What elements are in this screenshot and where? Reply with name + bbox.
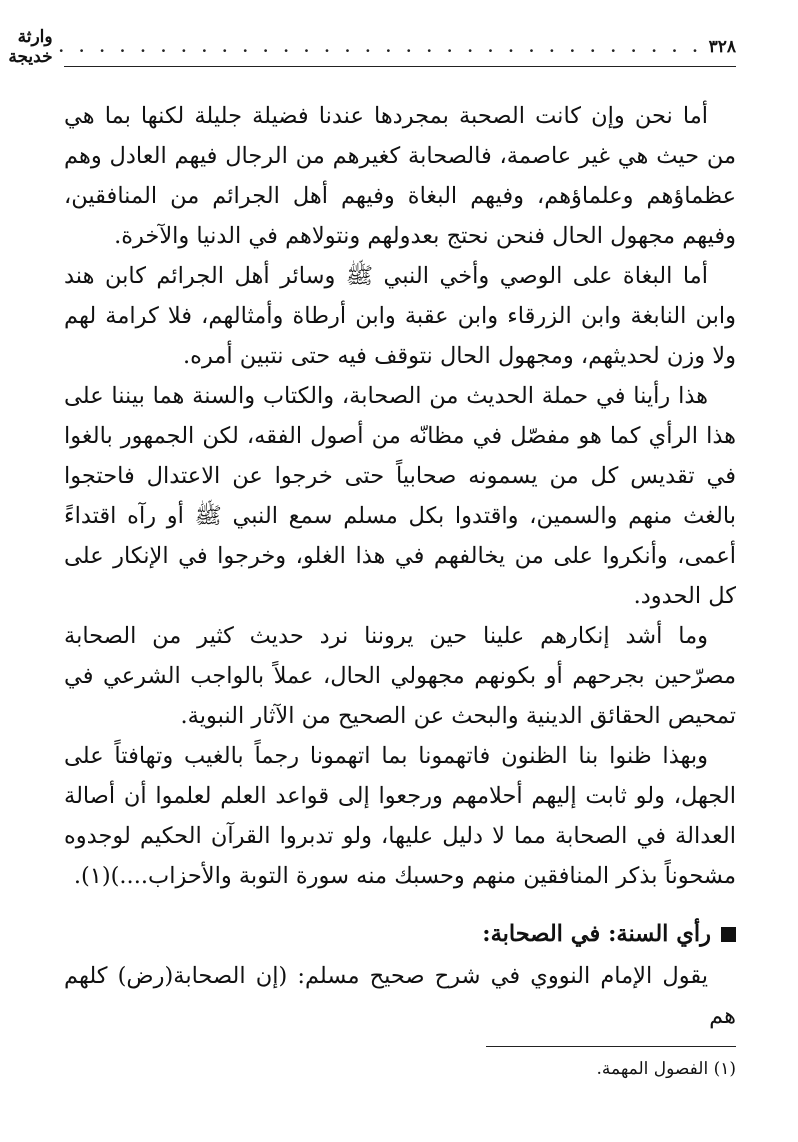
square-bullet-icon xyxy=(721,927,736,942)
section-heading-text: رأي السنة: في الصحابة: xyxy=(482,921,711,947)
paragraph: وما أشد إنكارهم علينا حين يروننا نرد حديث كثير من الصحابة مصرّحين بجرحهم أو بكونهم مجهولي الحال، عملاً بالواجب الشرعي في تمحيص الحقائق الدينية والبحث عن الصحيح من الآثار النبوية. xyxy=(64,623,736,729)
page-number: ٣٢٨ xyxy=(708,37,736,57)
header-leader-dots: . . . . . . . . . . . . . . . . . . . . . . . . . . . . . . . . xyxy=(58,38,703,56)
footnote-divider xyxy=(486,1046,736,1047)
paragraph: يقول الإمام النووي في شرح صحيح مسلم: (إن الصحابة(رض) كلهم هم xyxy=(64,963,736,1029)
paragraph: أما البغاة على الوصي وأخي النبي ﷺ وسائر أهل الجرائم كابن هند وابن النابغة وابن الزرقاء وابن عقبة وابن أرطاة وأمثالهم، فلا كرامة لهم ولا وزن لحديثهم، ومجهول الحال نتوقف فيه حتى نتبين أمره. xyxy=(64,263,736,369)
paragraph: أما نحن وإن كانت الصحبة بمجردها عندنا فضيلة جليلة لكنها بما هي من حيث هي غير عاصمة، فالصحابة كغيرهم من الرجال فيهم العادل وهم عظماؤهم وعلماؤهم، وفيهم البغاة وفيهم أهل الجرائم من المنافقين، وفيهم مجهول الحال فنحن نحتج بعدولهم ونتولاهم في الدنيا والآخرة. xyxy=(64,103,736,249)
book-title: وارثة خديجة xyxy=(8,27,53,67)
running-header xyxy=(8,27,736,67)
body-text xyxy=(64,96,736,1036)
paragraph: وبهذا ظنوا بنا الظنون فاتهمونا بما اتهمونا رجماً بالغيب وتهافتاً على الجهل، ولو ثابت إليهم أحلامهم ورجعوا إلى قواعد العلم لعلموا أن أصالة العدالة في الصحابة مما لا دليل عليها، ولو تدبروا القرآن الحكيم لوجدوه مشحوناً بذكر المنافقين منهم وحسبك منه سورة التوبة والأحزاب....)(١). xyxy=(64,743,736,889)
paragraph: هذا رأينا في حملة الحديث من الصحابة، والكتاب والسنة هما بيننا على هذا الرأي كما هو مفصّل في مظانّه من أصول الفقه، لكن الجمهور بالغوا في تقديس كل من يسمونه صحابياً حتى خرجوا عن الاعتدال فاحتجوا بالغث منهم والسمين، واقتدوا بكل مسلم سمع النبي ﷺ أو رآه اقتداءً أعمى، وأنكروا على من يخالفهم في هذا الغلو، وخرجوا في الإنكار على كل الحدود. xyxy=(64,383,736,609)
section-heading xyxy=(64,914,736,954)
footnote: (١) الفصول المهمة. xyxy=(596,1059,736,1079)
